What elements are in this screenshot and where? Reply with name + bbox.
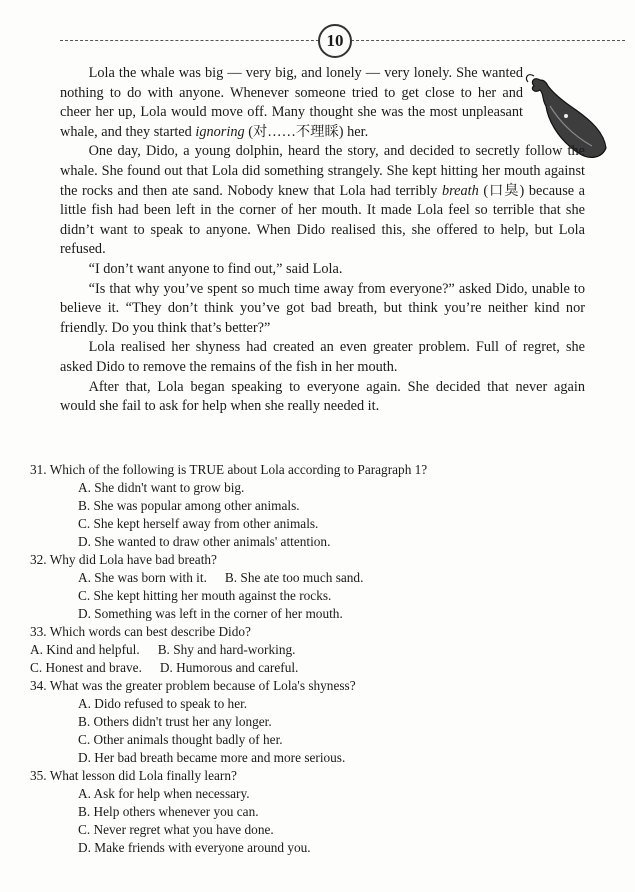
italic-word-breath: breath (441, 182, 479, 199)
italic-word-ignoring: ignoring (195, 123, 245, 140)
option-c: C. Honest and brave. (30, 660, 142, 675)
option-d: D. She wanted to draw other animals' attention. (78, 534, 331, 549)
question-stem: 32. Why did Lola have bad breath? (30, 552, 217, 567)
option-b: B. Others didn't trust her any longer. (78, 714, 272, 729)
option-b: B. Help others whenever you can. (78, 804, 259, 819)
question-stem: 35. What lesson did Lola finally learn? (30, 768, 237, 783)
option-d: D. Her bad breath became more and more serious. (78, 750, 346, 765)
option-c: C. She kept hitting her mouth against the rocks. (78, 588, 332, 603)
option-a: A. She didn't want to grow big. (78, 480, 245, 495)
option-b: B. Shy and hard-working. (157, 642, 296, 657)
option-c: C. She kept herself away from other animals. (78, 516, 319, 531)
paragraph-1: Lola the whale was big — very big, and lonely — very lonely. She wanted nothing to do with anyone. Whenever someone tried to get close to her and cheer her up, Lola would move off. Many thought she was the most unpleasant whale, and they started ignoring (对……不理睬) her. (60, 65, 523, 140)
question-31 (30, 461, 590, 551)
option-row (30, 569, 590, 587)
question-stem: 33. Which words can best describe Dido? (30, 624, 251, 639)
option-c: C. Other animals thought badly of her. (78, 732, 283, 747)
page-number: 10 (318, 24, 352, 58)
option-b: B. She ate too much sand. (224, 570, 364, 585)
paragraph-4: “Is that why you’ve spent so much time away from everyone?” asked Dido, unable to believe it. “They don’t think you’ve got bad breath, but think you’re neither kind nor friendly. Do you think that’s better?” (60, 280, 585, 336)
option-b: B. She was popular among other animals. (78, 498, 300, 513)
paragraph-6: After that, Lola began speaking to everyone again. She decided that never again would she fail to ask for help when she really needed it. (60, 378, 585, 415)
question-list (30, 461, 590, 857)
option-a: A. Ask for help when necessary. (78, 786, 250, 801)
option-a: A. She was born with it. (78, 570, 207, 585)
paragraph-3: “I don’t want anyone to find out,” said Lola. (88, 260, 343, 277)
option-d: D. Humorous and careful. (159, 660, 299, 675)
question-33 (30, 623, 590, 677)
option-row (30, 641, 590, 659)
question-32 (30, 551, 590, 623)
option-d: D. Something was left in the corner of her mouth. (78, 606, 343, 621)
question-stem: 34. What was the greater problem because of Lola's shyness? (30, 678, 356, 693)
option-d: D. Make friends with everyone around you. (78, 840, 311, 855)
option-row (30, 659, 590, 677)
option-a: A. Kind and helpful. (30, 642, 140, 657)
question-35 (30, 767, 590, 857)
reading-passage (60, 64, 585, 417)
question-stem: 31. Which of the following is TRUE about Lola according to Paragraph 1? (30, 462, 428, 477)
question-34 (30, 677, 590, 767)
paragraph-2: One day, Dido, a young dolphin, heard the story, and decided to secretly follow the whale. She found out that Lola did something strangely. She kept hitting her mouth against the rocks and then ate sand. Nobody knew that Lola had terribly breath (口臭) because a little fish had been left in the corner of her mouth. It made Lola feel so terrible that she didn’t want to speak to anyone. When Dido realised this, she offered to help, but Lola refused. (60, 143, 585, 258)
option-a: A. Dido refused to speak to her. (78, 696, 248, 711)
paragraph-5: Lola realised her shyness had created an even greater problem. Full of regret, she asked Dido to remove the remains of the fish in her mouth. (60, 339, 585, 375)
option-c: C. Never regret what you have done. (78, 822, 274, 837)
